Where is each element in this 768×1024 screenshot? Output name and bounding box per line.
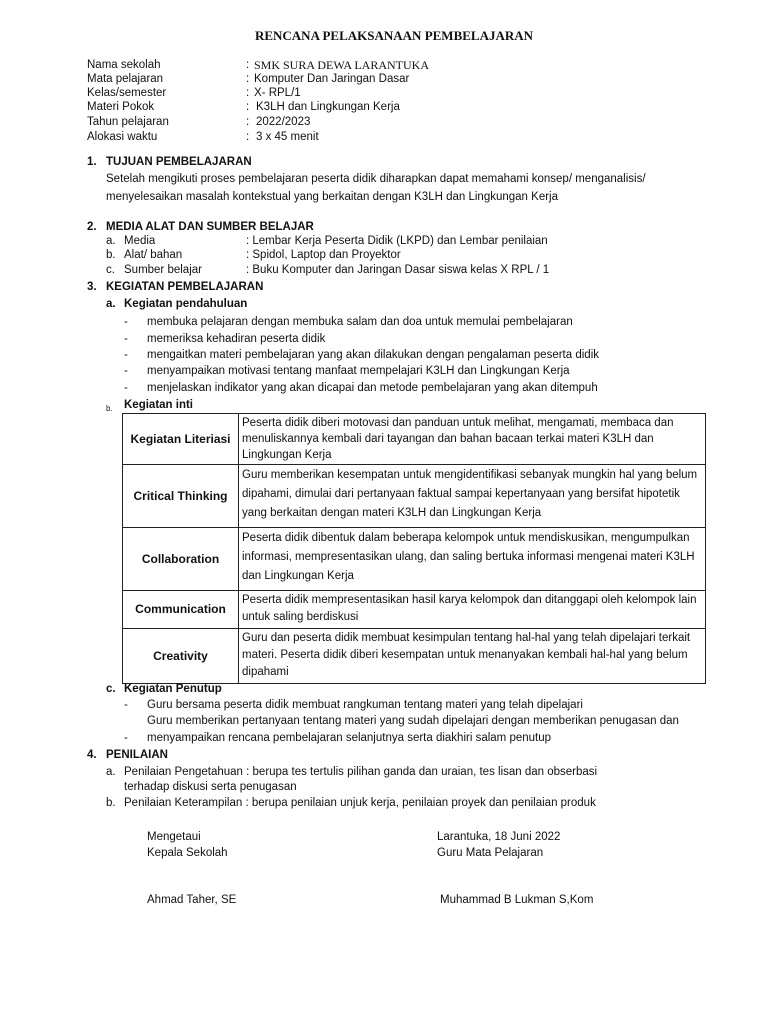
dash-bullet: - <box>124 382 128 394</box>
document-title: RENCANA PELAKSANAAN PEMBELAJARAN <box>254 28 534 43</box>
identity-label: Alokasi waktu <box>87 131 158 143</box>
list-letter: c. <box>106 264 115 276</box>
list-item: Guru bersama peserta didik membuat rangkuman tentang materi yang telah dipelajari <box>147 699 583 711</box>
paragraph-line: menyelesaikan masalah kontekstual yang berkaitan dengan K3LH dan Lingkungan Kerja <box>106 191 558 203</box>
list-item: memeriksa kehadiran peserta didik <box>147 333 326 345</box>
table-row <box>123 591 706 629</box>
list-letter: b. <box>106 797 116 809</box>
kegiatan-inti-table <box>122 413 706 684</box>
media-value: : Spidol, Laptop dan Proyektor <box>246 249 401 261</box>
list-letter: a. <box>106 235 116 247</box>
subsection-letter: b. <box>106 404 113 413</box>
list-letter: b. <box>106 249 116 261</box>
list-item: membuka pelajaran dengan membuka salam dan doa untuk memulai pembelajaran <box>147 316 573 328</box>
identity-value: Komputer Dan Jaringan Dasar <box>254 73 410 85</box>
subsection-heading-penutup: Kegiatan Penutup <box>124 683 222 695</box>
dash-bullet: - <box>124 333 128 345</box>
section-number: 2. <box>87 221 97 233</box>
identity-colon: : <box>246 131 250 143</box>
list-item: menyampaikan rencana pembelajaran selanjutnya serta diakhiri salam penutup <box>147 732 552 744</box>
table-row-label: Collaboration <box>123 528 239 591</box>
dash-bullet: - <box>124 349 128 361</box>
section-heading-kegiatan: KEGIATAN PEMBELAJARAN <box>106 281 264 293</box>
identity-colon: : <box>246 73 250 85</box>
signature-right-role: Guru Mata Pelajaran <box>437 847 544 859</box>
identity-label: Materi Pokok <box>87 101 155 113</box>
signature-right-name: Muhammad B Lukman S,Kom <box>440 894 594 906</box>
identity-label: Nama sekolah <box>87 59 161 71</box>
section-number: 1. <box>87 156 97 168</box>
table-row-text: Peserta didik diberi motovasi dan panduan untuk melihat, mengamati, membaca dan menuliskannya kembali dari tayangan dan bahan bacaan terkai materi K3LH dan Lingkungan Kerja <box>239 414 706 465</box>
dash-bullet: - <box>124 699 128 711</box>
table-row-label: Critical Thinking <box>123 465 239 528</box>
subsection-letter: a. <box>106 298 116 310</box>
section-heading-media: MEDIA ALAT DAN SUMBER BELAJAR <box>106 221 314 233</box>
dash-bullet: - <box>124 732 128 744</box>
table-row-label: Communication <box>123 591 239 629</box>
list-letter: a. <box>106 766 116 778</box>
identity-value: 3 x 45 menit <box>256 131 319 143</box>
identity-colon: : <box>246 59 250 71</box>
identity-value: SMK SURA DEWA LARANTUKA <box>254 58 430 72</box>
signature-left-line: Mengetaui <box>147 831 201 843</box>
penilaian-line: Penilaian Keterampilan : berupa penilaian unjuk kerja, penilaian proyek dan penilaian produk <box>124 797 596 809</box>
media-label: Media <box>124 235 156 247</box>
table-row <box>123 414 706 465</box>
signature-right-place-date: Larantuka, 18 Juni 2022 <box>437 831 561 843</box>
identity-label: Mata pelajaran <box>87 73 164 85</box>
subsection-heading-inti: Kegiatan inti <box>124 399 194 411</box>
media-value: : Lembar Kerja Peserta Didik (LKPD) dan Lembar penilaian <box>246 235 548 247</box>
section-heading-tujuan: TUJUAN PEMBELAJARAN <box>106 156 252 168</box>
table-row <box>123 629 706 684</box>
identity-colon: : <box>246 116 250 128</box>
media-label: Alat/ bahan <box>124 249 183 261</box>
table-row-text: Peserta didik mempresentasikan hasil karya kelompok dan ditanggapi oleh kelompok lain untuk saling berdiskusi <box>239 591 706 629</box>
penilaian-line: Penilaian Pengetahuan : berupa tes tertulis pilihan ganda dan uraian, tes lisan dan obserbasi <box>124 766 598 778</box>
subsection-heading-pendahuluan: Kegiatan pendahuluan <box>124 298 248 310</box>
dash-bullet: - <box>124 365 128 377</box>
list-item: Guru memberikan pertanyaan tentang materi yang sudah dipelajari dengan memberikan penugasan dan <box>147 715 679 727</box>
signature-left-role: Kepala Sekolah <box>147 847 228 859</box>
table-row-label: Kegiatan Literiasi <box>123 414 239 465</box>
table-row-label: Creativity <box>123 629 239 684</box>
identity-label: Tahun pelajaran <box>87 116 169 128</box>
list-item: mengaitkan materi pembelajaran yang akan dilakukan dengan pengalaman peserta didik <box>147 349 599 361</box>
media-label: Sumber belajar <box>124 264 202 276</box>
signature-left-name: Ahmad Taher, SE <box>147 894 237 906</box>
subsection-letter: c. <box>106 683 116 695</box>
paragraph-line: Setelah mengikuti proses pembelajaran peserta didik diharapkan dapat memahami konsep/ menganalisis/ <box>106 173 646 185</box>
list-item: menyampaikan motivasi tentang manfaat mempelajari K3LH dan Lingkungan Kerja <box>147 365 570 377</box>
table-row-text: Guru dan peserta didik membuat kesimpulan tentang hal-hal yang telah dipelajari terkait materi. Peserta didik diberi kesempatan untuk menanyakan kembali hal-hal yang belum dipahami <box>239 629 706 684</box>
section-number: 4. <box>87 749 97 761</box>
dash-bullet: - <box>124 316 128 328</box>
identity-value: 2022/2023 <box>256 116 311 128</box>
identity-value: X- RPL/1 <box>254 87 301 99</box>
media-value: : Buku Komputer dan Jaringan Dasar siswa kelas X RPL / 1 <box>246 264 550 276</box>
identity-colon: : <box>246 101 250 113</box>
list-item: menjelaskan indikator yang akan dicapai dan metode pembelajaran yang akan ditempuh <box>147 382 598 394</box>
table-row <box>123 528 706 591</box>
section-heading-penilaian: PENILAIAN <box>106 749 168 761</box>
section-number: 3. <box>87 281 97 293</box>
table-row-text: Peserta didik dibentuk dalam beberapa kelompok untuk mendiskusikan, mengumpulkan informasi, mempresentasikan ulang, dan saling bertuka informasi mengenai materi K3LH dan Lingkungan Kerja <box>239 528 706 591</box>
identity-value: K3LH dan Lingkungan Kerja <box>256 101 400 113</box>
identity-label: Kelas/semester <box>87 87 167 99</box>
table-row <box>123 465 706 528</box>
identity-colon: : <box>246 87 250 99</box>
table-row-text: Guru memberikan kesempatan untuk mengidentifikasi sebanyak mungkin hal yang belum dipahami, dimulai dari pertanyaan faktual sampai kepertanyaan yang bersifat hipotetik yang berkaitan dengan materi K3LH dan Lingkungan Kerja <box>239 465 706 528</box>
penilaian-line: terhadap diskusi serta penugasan <box>124 781 297 793</box>
